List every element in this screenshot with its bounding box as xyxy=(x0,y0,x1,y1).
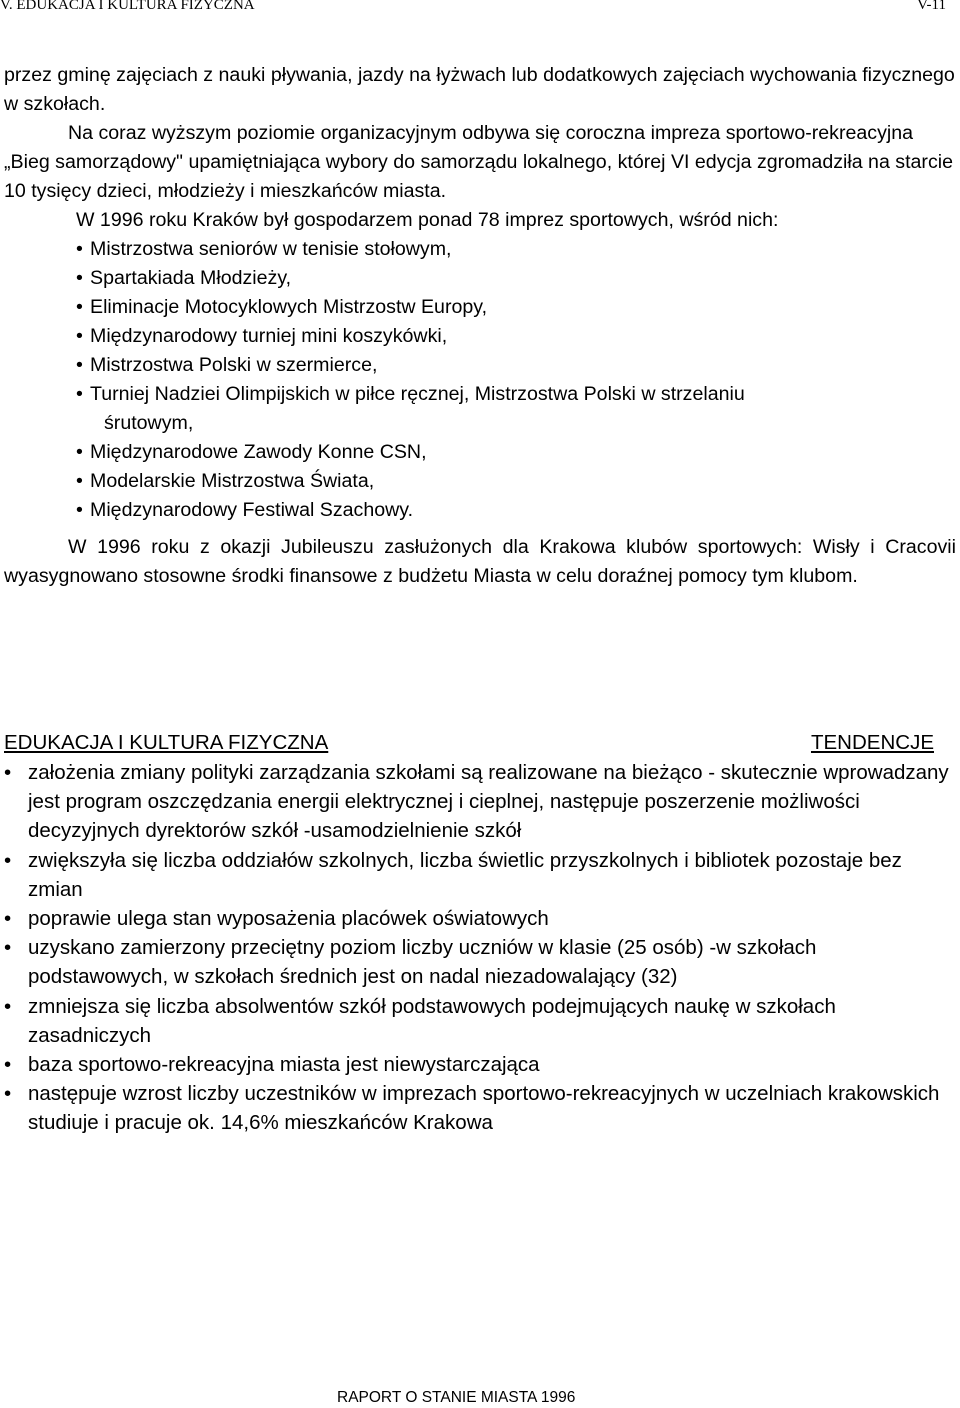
list-item: • Modelarskie Mistrzostwa Świata, xyxy=(76,467,956,496)
sports-section xyxy=(4,61,956,525)
page-header xyxy=(0,0,960,20)
page-number: V-11 xyxy=(917,0,946,13)
paragraph-events-intro: W 1996 roku Kraków był gospodarzem ponad 78 imprez sportowych, wśród nich: xyxy=(76,209,779,231)
list-item: • Międzynarodowy turniej mini koszykówki, xyxy=(76,322,956,351)
paragraph-bieg-samorzadowy: Na coraz wyższym poziomie organizacyjnym odbywa się coroczna impreza sportowo-rekreacyjna „Bieg samorządowy" upamiętniająca wybory do samorządu lokalnego, której VI edycja zgromadziła na starcie 10 tysięcy dzieci, młodzieży i mieszkańców miasta. xyxy=(4,122,954,202)
paragraph-swimming: przez gminę zajęciach z nauki pływania, jazdy na łyżwach lub dodatkowych zajęciach wychowania fizycznego w szkołach. xyxy=(4,64,955,115)
page-footer: RAPORT O STANIE MIASTA 1996 xyxy=(337,1389,576,1406)
list-item: • Mistrzostwa Polski w szermierce, xyxy=(76,351,956,380)
list-item: • Spartakiada Młodzieży, xyxy=(76,264,956,293)
list-item: • Turniej Nadziei Olimpijskich w piłce ręcznej, Mistrzostwa Polski w strzelaniu śrutowym, xyxy=(76,380,956,438)
list-item: • założenia zmiany polityki zarządzania szkołami są realizowane na bieżąco - skutecznie wprowadzany jest program oszczędzania energii elektrycznej i cieplnej, następuje poszerzenie możliwości decyzyjnych dyrektorów szkół -usamodzielnienie szkół xyxy=(4,758,956,846)
list-item: • Mistrzostwa seniorów w tenisie stołowym, xyxy=(76,235,956,264)
list-item: • poprawie ulega stan wyposażenia placówek oświatowych xyxy=(4,904,956,933)
chapter-title: V. EDUKACJA I KULTURA FIZYCZNA xyxy=(0,0,255,13)
list-item: • zwiększyła się liczba oddziałów szkolnych, liczba świetlic przyszkolnych i bibliotek pozostaje bez zmian xyxy=(4,846,956,904)
trends-list xyxy=(4,758,956,1138)
list-item: • następuje wzrost liczby uczestników w imprezach sportowo-rekreacyjnych w uczelniach krakowskich studiuje i pracuje ok. 14,6% mieszkańców Krakowa xyxy=(4,1079,956,1137)
list-item: • Eliminacje Motocyklowych Mistrzostw Europy, xyxy=(76,293,956,322)
list-item: • zmniejsza się liczba absolwentów szkół podstawowych podejmujących naukę w szkołach zasadniczych xyxy=(4,992,956,1050)
list-item: • Międzynarodowe Zawody Konne CSN, xyxy=(76,438,956,467)
list-item-continuation: śrutowym, xyxy=(104,412,194,434)
tendencies-label: TENDENCJE xyxy=(810,731,934,754)
section-title: EDUKACJA I KULTURA FIZYCZNA xyxy=(4,731,329,754)
list-item: • Międzynarodowy Festiwal Szachowy. xyxy=(76,496,956,525)
list-item: • uzyskano zamierzony przeciętny poziom liczby uczniów w klasie (25 osób) -w szkołach podstawowych, w szkołach średnich jest on nadal niezadowalający (32) xyxy=(4,933,956,991)
paragraph-jubilee: W 1996 roku z okazji Jubileuszu zasłużonych dla Krakowa klubów sportowych: Wisły i Cracovii wyasygnowano stosowne środki finansowe z budżetu Miasta w celu doraźnej pomocy tym klubom. xyxy=(4,536,956,587)
events-list xyxy=(4,235,956,525)
list-item: • baza sportowo-rekreacyjna miasta jest niewystarczająca xyxy=(4,1050,956,1079)
